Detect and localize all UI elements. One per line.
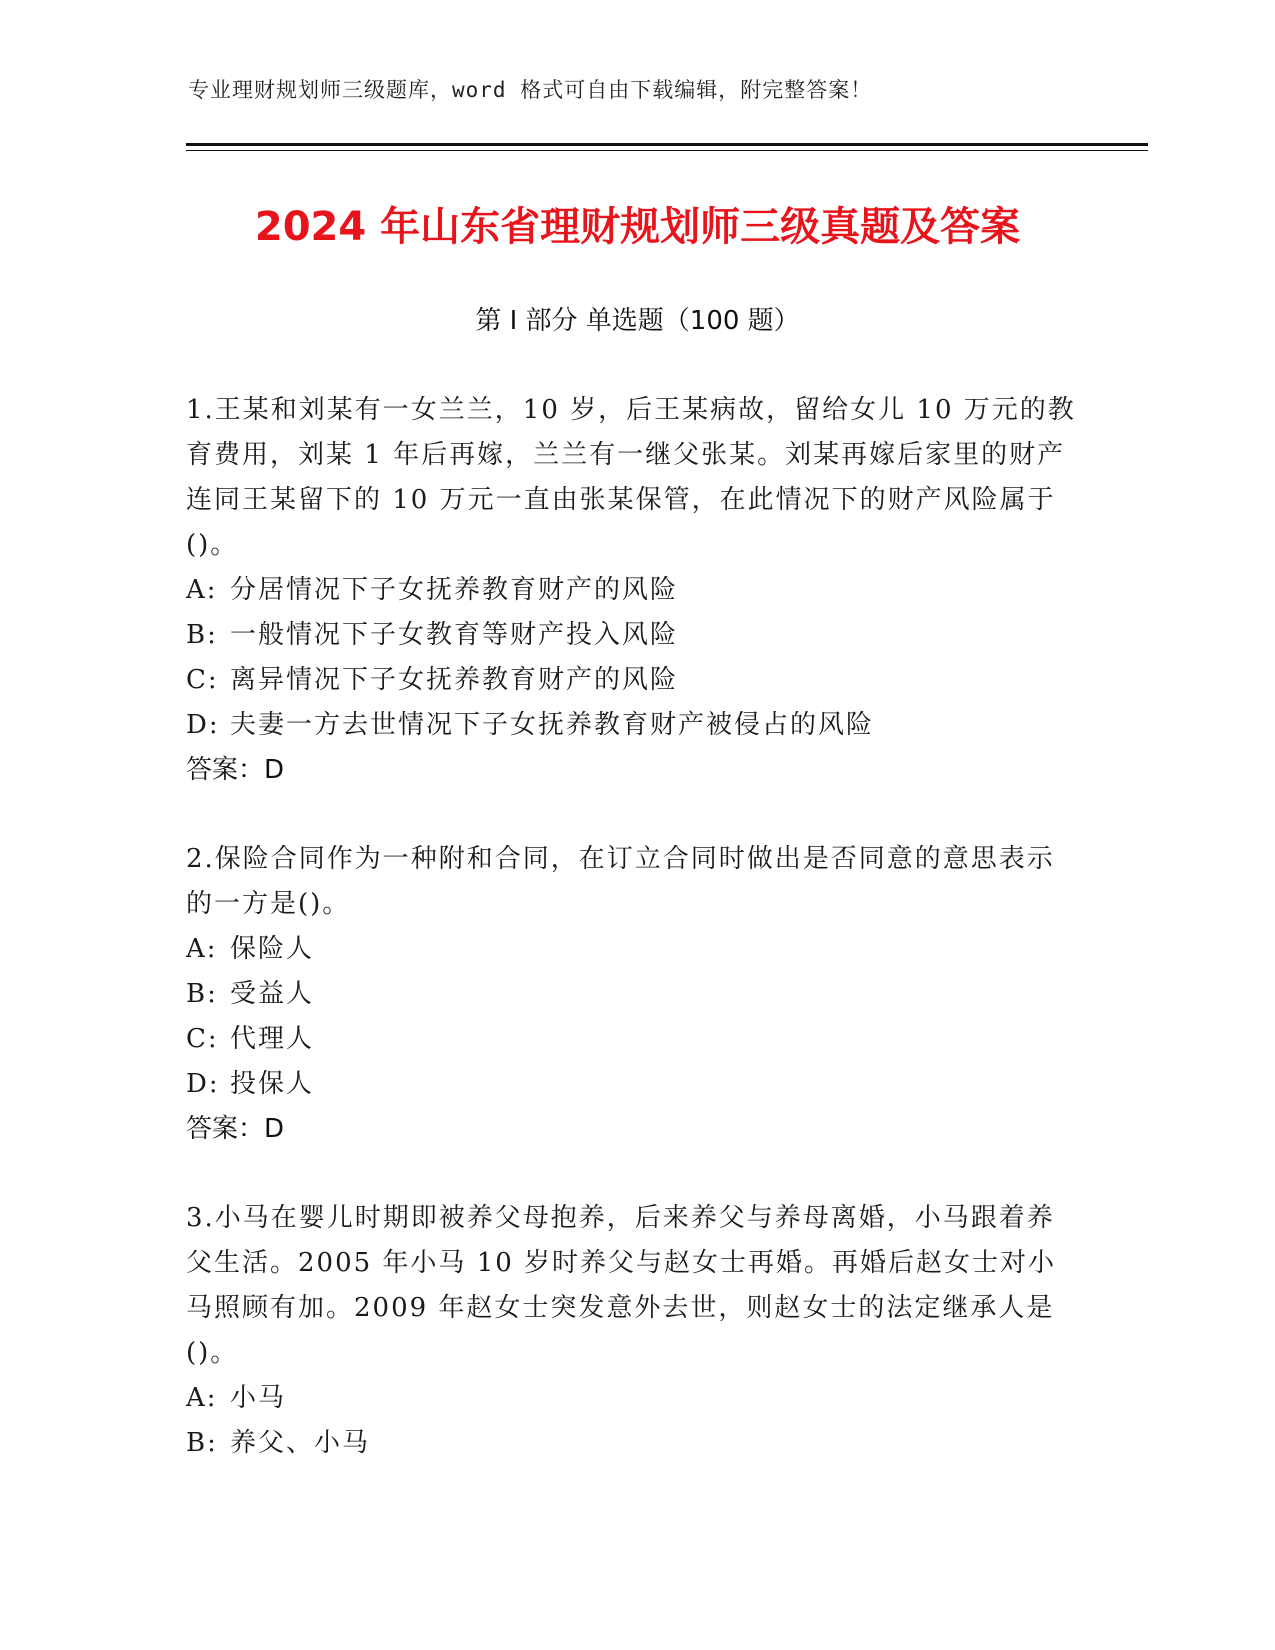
question-3 xyxy=(186,1196,1076,1466)
option-b xyxy=(186,1421,1076,1466)
answer-line: 答案：D xyxy=(186,1114,285,1144)
question-stem: 3.小马在婴儿时期即被养父母抱养，后来养父与养母离婚，小马跟着养父生活。2005 年小马 10 岁时养父与赵女士再婚。再婚后赵女士对小马照顾有加。2009 年赵女士突发意外去世，则赵女士的法定继承人是()。 xyxy=(186,1203,1057,1368)
option-a xyxy=(186,568,1076,613)
option-text: 分居情况下子女抚养教育财产的风险 xyxy=(230,575,679,605)
option-letter: B: xyxy=(186,979,218,1009)
option-text: 保险人 xyxy=(230,934,315,964)
option-d xyxy=(186,1062,1076,1107)
option-text: 代理人 xyxy=(230,1024,315,1054)
option-text: 一般情况下子女教育等财产投入风险 xyxy=(230,620,679,650)
option-text: 夫妻一方去世情况下子女抚养教育财产被侵占的风险 xyxy=(230,710,875,740)
answer-line: 答案：D xyxy=(186,755,285,785)
question-stem: 2.保险合同作为一种附和合同，在订立合同时做出是否同意的意思表示的一方是()。 xyxy=(186,844,1055,919)
option-b xyxy=(186,972,1076,1017)
option-a xyxy=(186,927,1076,972)
option-letter: C: xyxy=(186,1024,219,1054)
option-text: 受益人 xyxy=(230,979,315,1009)
option-letter: B: xyxy=(186,1428,218,1458)
question-stem: 1.王某和刘某有一女兰兰，10 岁，后王某病故，留给女儿 10 万元的教育费用，刘某 1 年后再嫁，兰兰有一继父张某。刘某再嫁后家里的财产连同王某留下的 10 万元一直由张某保管，在此情况下的财产风险属于()。 xyxy=(186,395,1076,560)
option-text: 离异情况下子女抚养教育财产的风险 xyxy=(230,665,679,695)
question-1 xyxy=(186,388,1076,793)
header-note: 专业理财规划师三级题库，word 格式可自由下载编辑，附完整答案！ xyxy=(188,78,873,102)
option-letter: D: xyxy=(186,710,220,740)
option-letter: B: xyxy=(186,620,218,650)
option-letter: D: xyxy=(186,1069,220,1099)
option-text: 小马 xyxy=(230,1383,287,1413)
option-letter: A: xyxy=(186,575,218,605)
option-letter: A: xyxy=(186,934,218,964)
section-title: 第 I 部分 单选题（100 题） xyxy=(475,306,800,336)
option-a xyxy=(186,1376,1076,1421)
option-c xyxy=(186,658,1076,703)
question-list xyxy=(186,388,1076,1510)
option-c xyxy=(186,1017,1076,1062)
option-letter: A: xyxy=(186,1383,218,1413)
option-text: 投保人 xyxy=(230,1069,315,1099)
option-b xyxy=(186,613,1076,658)
header-rule-thick xyxy=(186,143,1148,146)
document-title: 2024 年山东省理财规划师三级真题及答案 xyxy=(254,204,1021,250)
option-letter: C: xyxy=(186,665,219,695)
option-d xyxy=(186,703,1076,748)
question-2 xyxy=(186,837,1076,1152)
option-text: 养父、小马 xyxy=(230,1428,371,1458)
header-rule-thin xyxy=(186,150,1148,151)
